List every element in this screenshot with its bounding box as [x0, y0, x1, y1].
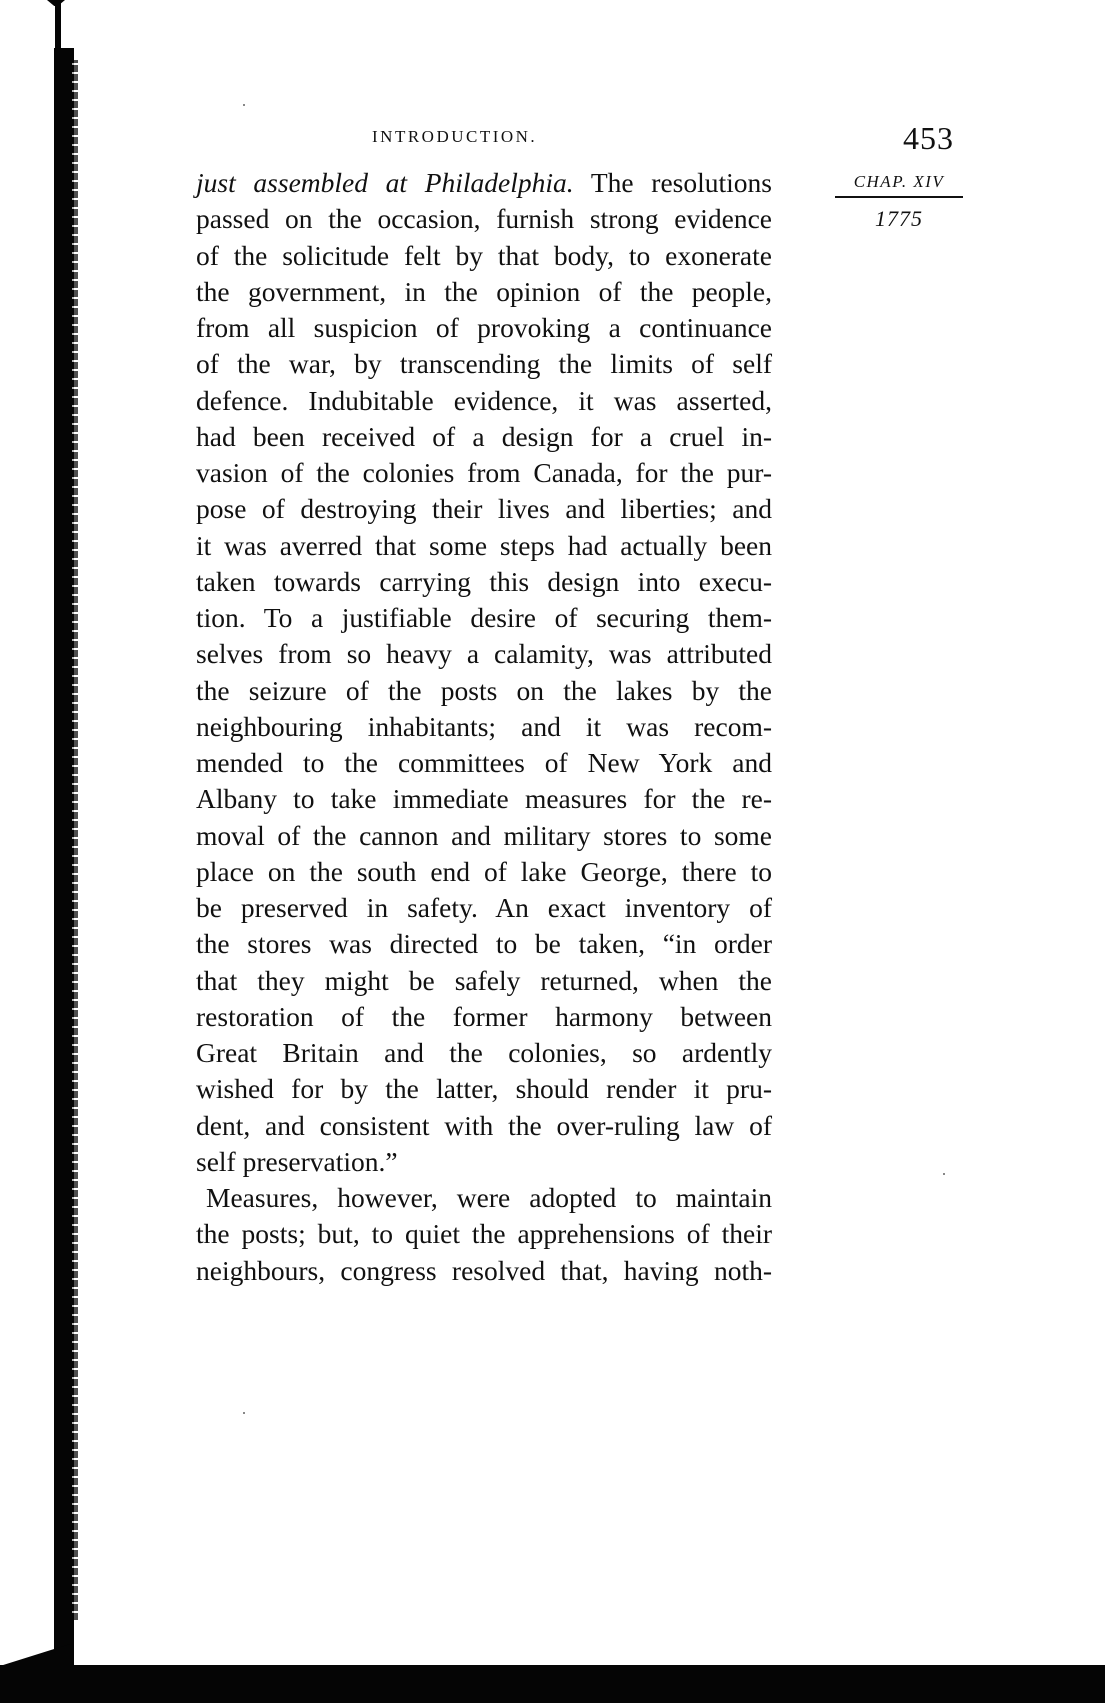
text-line: the posts; but, to quiet the apprehensions of their	[196, 1218, 772, 1250]
text-line: neighbouring inhabitants; and it was recom-	[196, 710, 772, 742]
text-line: it was averred that some steps had actually been	[196, 529, 772, 561]
text-line: passed on the occasion, furnish strong evidence	[196, 203, 772, 235]
text-line: Great Britain and the colonies, so ardently	[196, 1037, 772, 1068]
bottom-scan-border	[0, 1665, 1105, 1703]
text-line: the government, in the opinion of the people,	[196, 275, 772, 307]
binding-top-stem	[55, 0, 61, 50]
page-number: 453	[903, 120, 954, 156]
running-head: INTRODUCTION.	[372, 127, 538, 146]
text-line: moval of the cannon and military stores to some	[196, 819, 772, 851]
text-line: just assembled at Philadelphia. The resolutions	[196, 167, 772, 198]
text-line: tion. To a justifiable desire of securing them-	[196, 602, 772, 633]
text-line: Albany to take immediate measures for the re-	[196, 783, 772, 815]
binding-ragged-edge	[72, 60, 78, 1620]
scan-speck	[243, 1412, 245, 1414]
text-line: had been received of a design for a cruel in-	[196, 420, 772, 452]
text-line: that they might be safely returned, when the	[196, 964, 772, 996]
scan-speck	[943, 1173, 945, 1175]
margin-chapter-label: CHAP. XIV	[835, 172, 963, 198]
text-line: restoration of the former harmony between	[196, 1000, 772, 1032]
text-line: be preserved in safety. An exact inventory of	[196, 892, 772, 923]
margin-note	[835, 172, 963, 232]
text-line: mended to the committees of New York and	[196, 747, 772, 778]
text-line: of the solicitude felt by that body, to exonerate	[196, 239, 772, 271]
text-line: from all suspicion of provoking a continuance	[196, 312, 772, 343]
italic-phrase: just assembled at Philadelphia.	[196, 167, 574, 198]
text-line-paragraph-end: self preservation.”	[196, 1145, 398, 1177]
binding-spine-shadow	[54, 48, 74, 1668]
body-text	[196, 165, 772, 1289]
margin-year-label: 1775	[875, 206, 923, 231]
text-line: the seizure of the posts on the lakes by the	[196, 674, 772, 706]
text-line: place on the south end of lake George, there to	[196, 855, 772, 887]
text-line: neighbours, congress resolved that, having noth-	[196, 1254, 772, 1286]
text-line: of the war, by transcending the limits of self	[196, 348, 772, 380]
text-line: the stores was directed to be taken, “in order	[196, 928, 772, 960]
text-line: wished for by the latter, should render it pru-	[196, 1073, 772, 1105]
text-line: selves from so heavy a calamity, was attributed	[196, 638, 772, 670]
bottom-corner-shadow	[0, 1644, 70, 1666]
text-line: pose of destroying their lives and liberties; and	[196, 493, 772, 525]
text-line: defence. Indubitable evidence, it was asserted,	[196, 384, 772, 416]
text-line: dent, and consistent with the over-ruling law of	[196, 1109, 772, 1141]
text-line-paragraph-start: Measures, however, were adopted to maintain	[206, 1182, 772, 1213]
text-line: taken towards carrying this design into execu-	[196, 565, 772, 597]
scan-speck	[243, 104, 245, 106]
text-line: vasion of the colonies from Canada, for the pur-	[196, 457, 772, 488]
